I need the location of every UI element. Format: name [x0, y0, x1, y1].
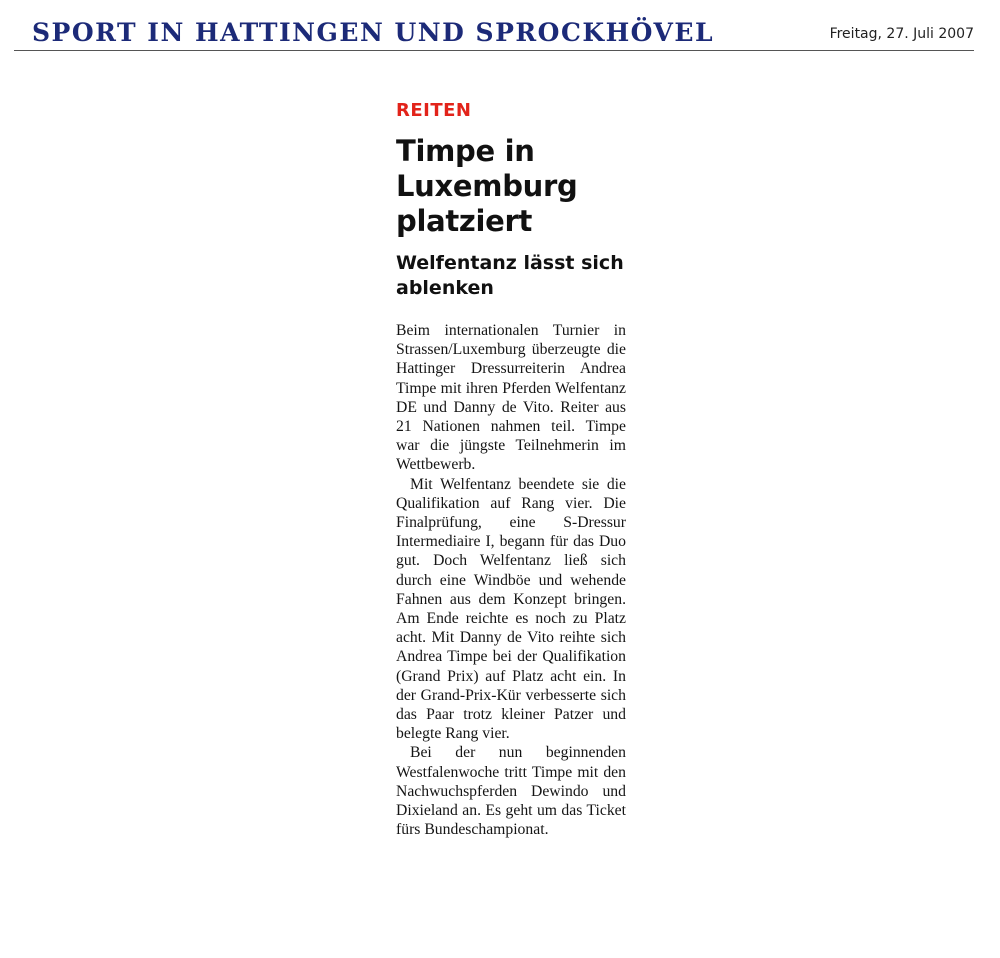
- issue-date: Freitag, 27. Juli 2007: [829, 26, 974, 42]
- paragraph-2: Mit Welfentanz beendete sie die Qualifikation auf Rang vier. Die Finalprüfung, eine S-Dressur Intermediaire I, begann für das Duo gut. Doch Welfentanz ließ sich durch eine Windböe und wehende Fahnen aus dem Konzept bringen. Am Ende reichte es noch zu Platz acht. Mit Danny de Vito reihte sich Andrea Timpe bei der Qualifikation (Grand Prix) auf Platz acht ein. In der Grand-Prix-Kür verbesserte sich das Paar trotz kleiner Patzer und belegte Rang vier.: [396, 475, 626, 743]
- paragraph-1: Beim internationalen Turnier in Strassen/Luxemburg überzeugte die Hattinger Dressurreiterin Andrea Timpe mit ihren Pferden Welfentanz DE und Danny de Vito. Reiter aus 21 Nationen nahmen teil. Timpe war die jüngste Teilnehmerin im Wettbewerb.: [396, 322, 626, 474]
- article: [396, 100, 626, 839]
- paragraph-3: Bei der nun beginnenden Westfalenwoche tritt Timpe mit den Nachwuchspferden Dewindo und Dixieland an. Es geht um das Ticket fürs Bundeschampionat.: [396, 744, 626, 839]
- subheadline: Welfentanz lässt sich ablenken: [396, 252, 624, 299]
- headline: Timpe in Luxemburg platziert: [396, 134, 578, 238]
- section-title: SPORT IN HATTINGEN UND SPROCKHÖVEL: [32, 18, 715, 47]
- rubric: REITEN: [396, 100, 472, 121]
- masthead: [14, 14, 974, 51]
- article-body: [396, 321, 626, 839]
